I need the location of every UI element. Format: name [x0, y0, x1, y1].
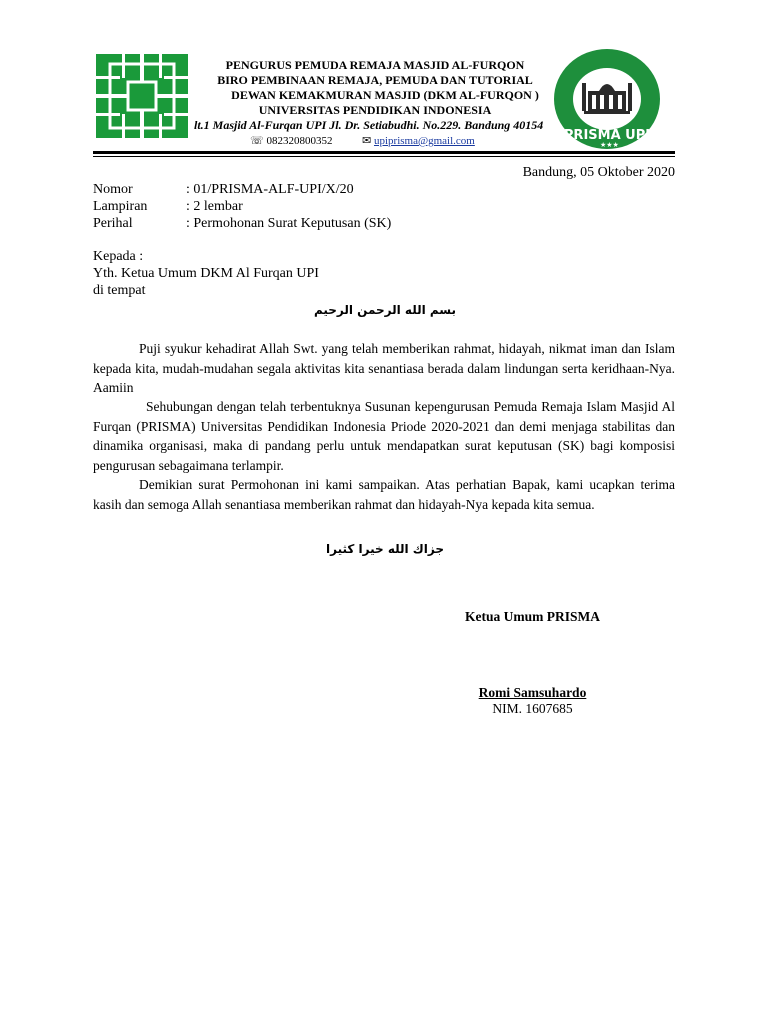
signatory-nim: NIM. 1607685	[492, 701, 573, 716]
recipient-line-2: Yth. Ketua Umum DKM Al Furqan UPI	[93, 266, 319, 281]
paragraph-2: Sehubungan dengan telah terbentuknya Susunan kepengurusan Pemuda Remaja Islam Masjid Al Furqan (PRISMA) Universitas Pendidikan Indonesia Priode 2020-2021 dan demi menjaga stabilitas dan dinamika organisasi, maka di pandang perlu untuk mendapatkan surat keputusan (SK) bagi komposisi pengurusan sebagaimana terlampir.	[93, 399, 675, 473]
dkm-logo	[96, 54, 188, 138]
recipient-line-1: Kepada :	[93, 249, 144, 264]
org-line-4: UNIVERSITAS PENDIDIKAN INDONESIA	[258, 103, 492, 117]
email-icon: ✉	[362, 135, 372, 147]
phone-number: 082320800352	[266, 135, 333, 147]
email-address: upiprisma@gmail.com	[373, 135, 475, 147]
contact-row	[250, 134, 570, 147]
signatory-name: Romi Samsuhardo	[478, 685, 587, 700]
recipient-line-3: di tempat	[93, 283, 146, 298]
paragraph-1: Puji syukur kehadirat Allah Swt. yang telah memberikan rahmat, hidayah, nikmat iman dan Islam kepada kita, mudah-mudahan segala aktivitas kita senantiasa berada dalam lindungan serta keridhaan-Nya. Aamiin	[93, 341, 675, 395]
org-line-3: DEWAN KEMAKMURAN MASJID (DKM AL-FURQON )	[231, 88, 539, 102]
header-rule-thick	[93, 151, 675, 154]
signature-title: Ketua Umum PRISMA	[465, 609, 600, 624]
seal-bottom-text: PRISMA UPI	[563, 128, 651, 143]
svg-text:★★★: ★★★	[600, 141, 619, 149]
phone-icon: ☏	[250, 135, 264, 147]
letter-date: Bandung, 05 Oktober 2020	[522, 165, 675, 180]
header-rule-thin	[93, 156, 675, 157]
paragraph-3: Demikian surat Permohonan ini kami sampaikan. Atas perhatian Bapak, kami ucapkan terima kasih dan semoga Allah senantiasa memberikan rahmat dan hidayah-Nya kepada kita semua.	[93, 477, 675, 512]
basmalah: بسم الله الرحمن الرحيم	[313, 303, 457, 317]
org-address: lt.1 Masjid Al-Furqan UPI Jl. Dr. Setiabudhi. No.229. Bandung 40154	[194, 118, 544, 132]
meta-label-perihal: Perihal	[93, 216, 133, 231]
meta-value-perihal: : Permohonan Surat Keputusan (SK)	[186, 216, 392, 231]
meta-value-nomor: : 01/PRISMA-ALF-UPI/X/20	[186, 182, 354, 197]
meta-value-lampiran: : 2 lembar	[186, 199, 243, 214]
closing-prayer: جزاك الله خيرا كثيرا	[325, 542, 445, 556]
meta-label-nomor: Nomor	[93, 182, 133, 197]
meta-label-lampiran: Lampiran	[93, 199, 148, 214]
org-line-2: BIRO PEMBINAAN REMAJA, PEMUDA DAN TUTORIAL	[217, 73, 533, 87]
org-line-1: PENGURUS PEMUDA REMAJA MASJID AL-FURQON	[225, 58, 525, 72]
